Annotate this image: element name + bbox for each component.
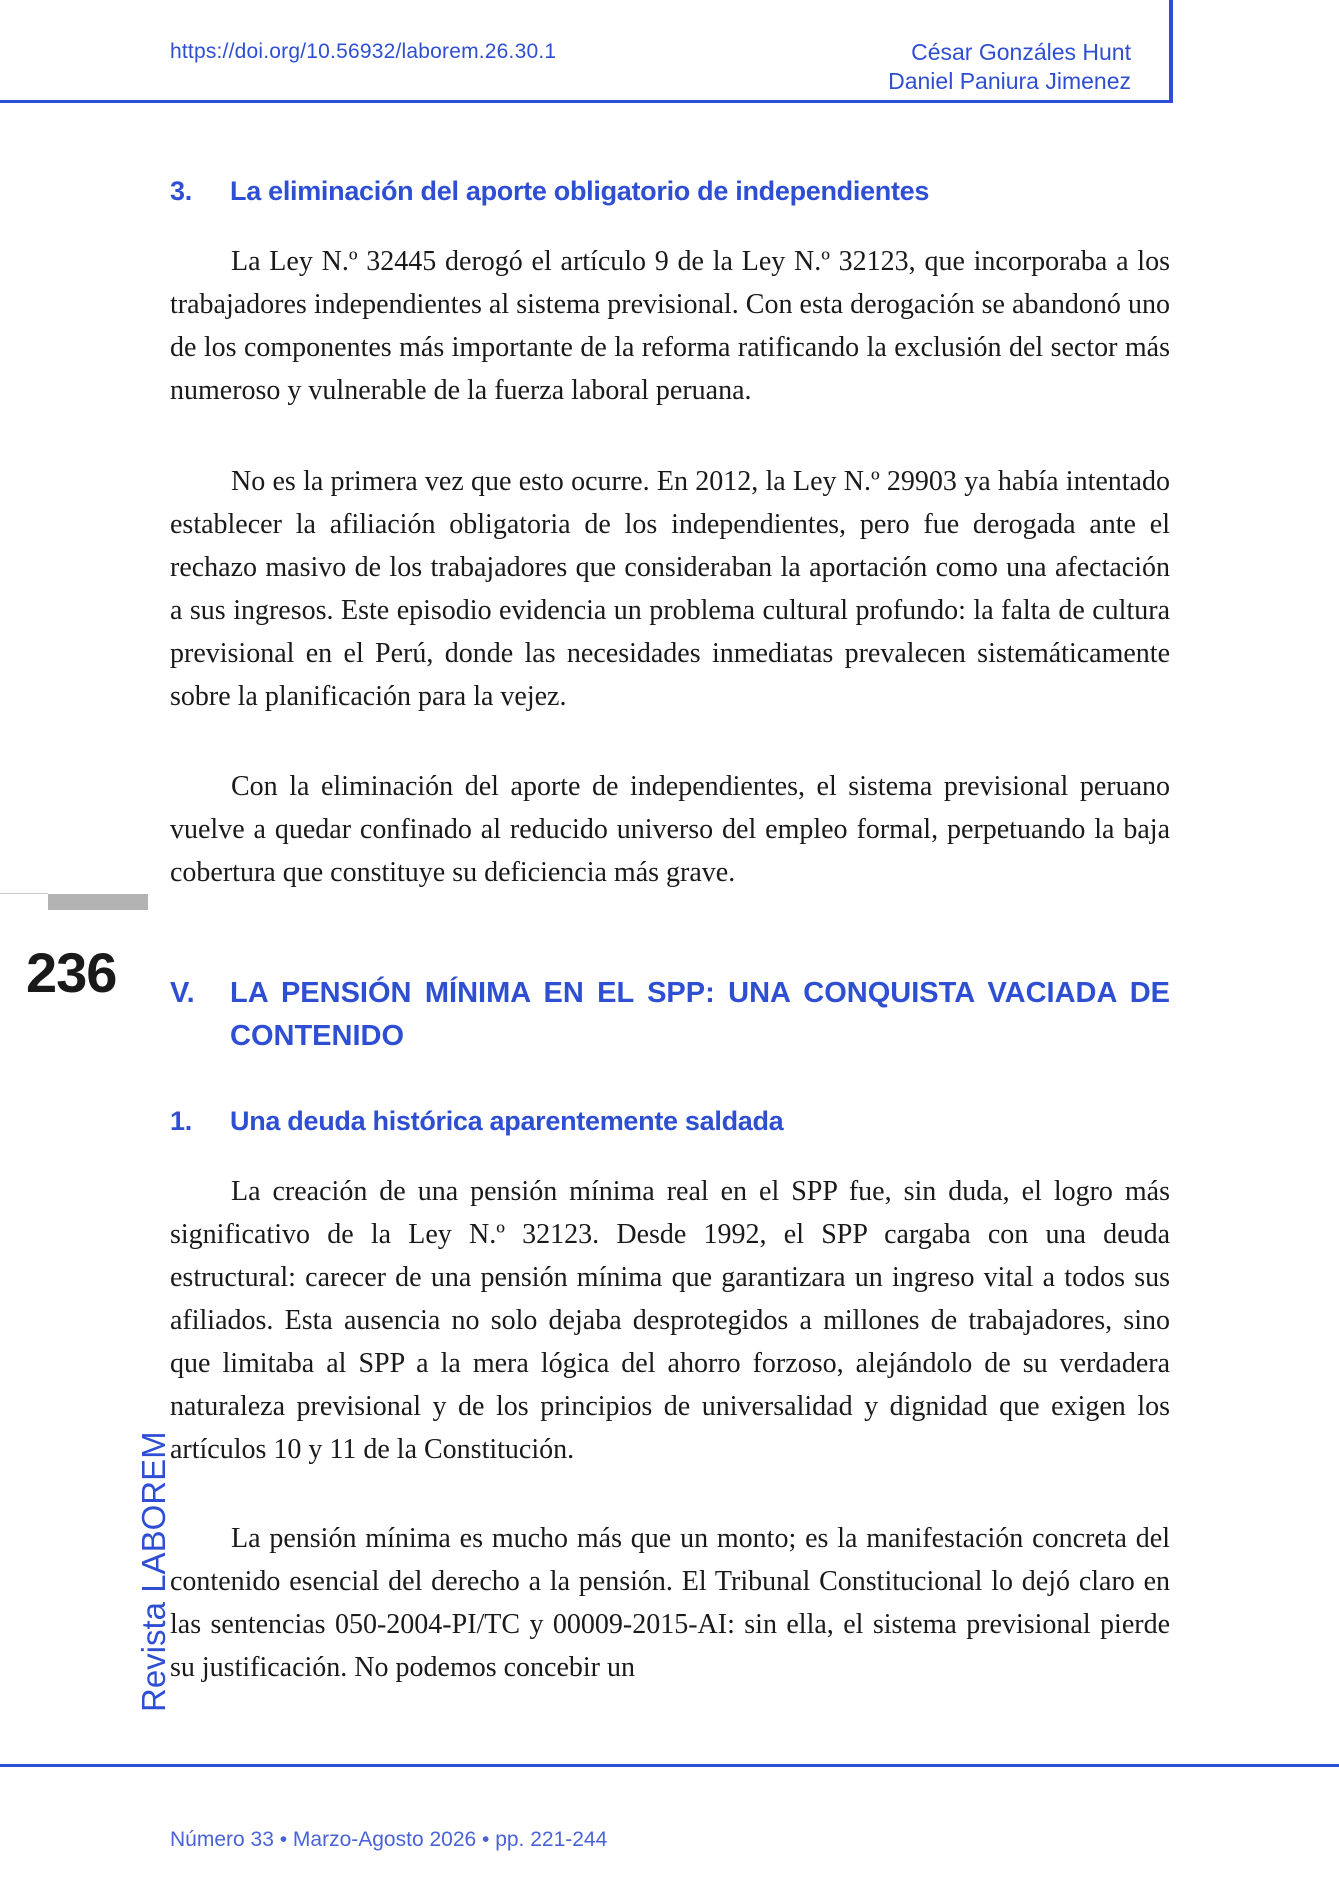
- author-names: [888, 38, 1131, 96]
- header-divider: [0, 100, 1172, 103]
- paragraph: La pensión mínima es mucho más que un monto; es la manifestación concreta del contenido esencial del derecho a la pensión. El Tribunal Constitucional lo dejó claro en las sentencias 050-2004-PI/TC y 00009-2015-AI: sin ella, el sistema previsional pierde su justificación. No podemos concebir un: [170, 1523, 1170, 1683]
- issue-info: Número 33 • Marzo-Agosto 2026 • pp. 221-244: [170, 1828, 608, 1851]
- section-title: Una deuda histórica aparentemente saldada: [230, 1106, 784, 1136]
- section-title: LA PENSIÓN MÍNIMA EN EL SPP: UNA CONQUISTA VACIADA DE CONTENIDO: [230, 977, 1170, 1052]
- paragraph: La Ley N.º 32445 derogó el artículo 9 de la Ley N.º 32123, que incorporaba a los trabajadores independientes al sistema previsional. Con esta derogación se abandonó uno de los componentes más importante de la reforma ratificando la exclusión del sector más numeroso y vulnerable de la fuerza laboral peruana.: [170, 246, 1170, 406]
- section-v-heading: [170, 972, 1170, 1058]
- paragraph: Con la eliminación del aporte de independientes, el sistema previsional peruano vuelve a quedar confinado al reducido universo del empleo formal, perpetuando la baja cobertura que constituye su deficiencia más grave.: [170, 771, 1170, 888]
- section-3-heading: [170, 176, 1170, 207]
- margin-line: [0, 893, 48, 894]
- page-number: 236: [26, 941, 117, 1004]
- section-number: 3.: [170, 176, 192, 206]
- paragraph: La creación de una pensión mínima real en el SPP fue, sin duda, el logro más significativo de la Ley N.º 32123. Desde 1992, el SPP cargaba con una deuda estructural: carecer de una pensión mínima que garantizara un ingreso vital a todos sus afiliados. Esta ausencia no solo dejaba desprotegidos a millones de trabajadores, sino que limitaba al SPP a la mera lógica del ahorro forzoso, alejándolo de su verdadera naturaleza previsional y de los principios de universalidad y dignidad que exigen los artículos 10 y 11 de la Constitución.: [170, 1176, 1170, 1465]
- doi-link[interactable]: https://doi.org/10.56932/laborem.26.30.1: [170, 40, 557, 63]
- author-name: César Gonzáles Hunt: [911, 39, 1131, 65]
- paragraph: No es la primera vez que esto ocurre. En 2012, la Ley N.º 29903 ya había intentado establecer la afiliación obligatoria de los independientes, pero fue derogada ante el rechazo masivo de los trabajadores que consideraban la aportación como una afectación a sus ingresos. Este episodio evidencia un problema cultural profundo: la falta de cultura previsional en el Perú, donde las necesidades inmediatas prevalecen sistemáticamente sobre la planificación para la vejez.: [170, 466, 1170, 712]
- section-title: La eliminación del aporte obligatorio de independientes: [230, 176, 930, 206]
- section-1-heading: [170, 1106, 1170, 1137]
- section-number: 1.: [170, 1106, 192, 1136]
- journal-name-vertical: Revista LABOREM: [135, 1431, 172, 1712]
- margin-bar: [48, 894, 148, 910]
- footer-divider: [0, 1764, 1339, 1767]
- header-vertical-divider: [1169, 0, 1173, 103]
- section-number: V.: [170, 977, 195, 1009]
- author-name: Daniel Paniura Jimenez: [888, 68, 1131, 94]
